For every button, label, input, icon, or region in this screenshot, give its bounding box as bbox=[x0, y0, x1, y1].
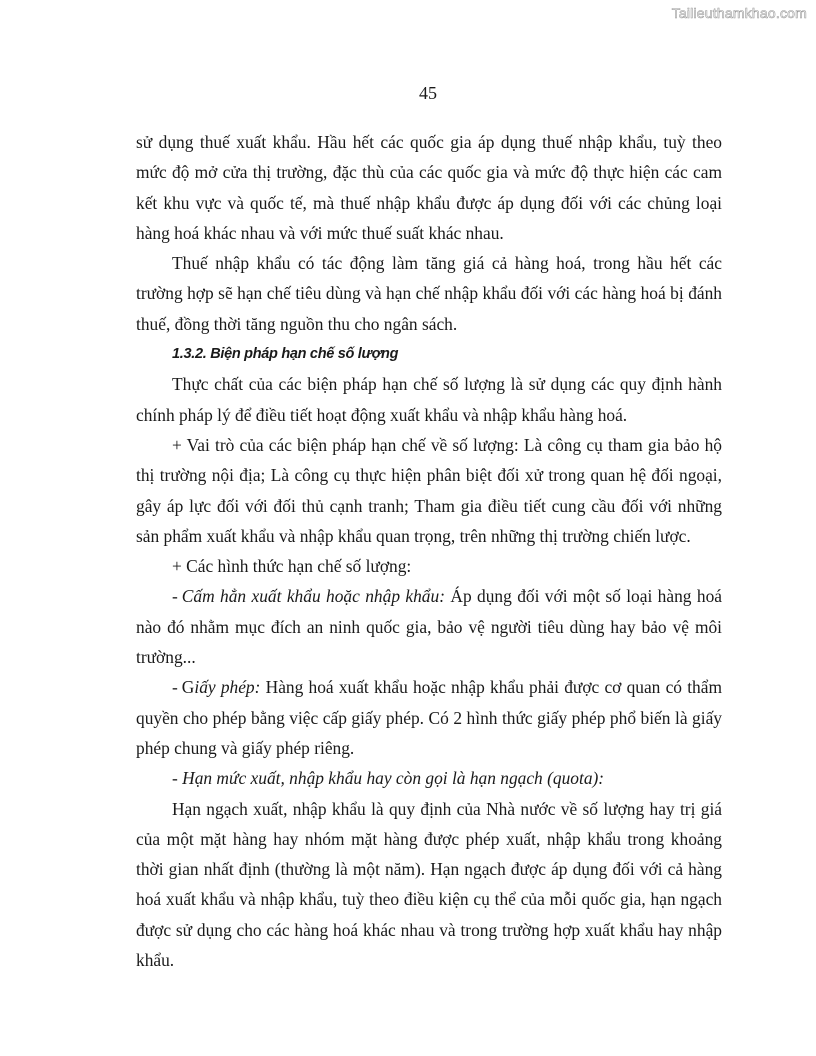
paragraph-2: Thuế nhập khẩu có tác động làm tăng giá cả hàng hoá, trong hầu hết các trường hợp sẽ hạn chế tiêu dùng và hạn chế nhập khẩu đối với các hàng hoá bị đánh thuế, đồng thời tăng nguồn thu cho ngân sách. bbox=[136, 253, 722, 334]
paragraph-7 bbox=[136, 672, 722, 763]
watermark: Tailieuthamkhao.com bbox=[671, 5, 807, 21]
paragraph-3: Thực chất của các biện pháp hạn chế số lượng là sử dụng các quy định hành chính pháp lý để điều tiết hoạt động xuất khẩu và nhập khẩu hàng hoá. bbox=[136, 374, 722, 425]
paragraph-9: Hạn ngạch xuất, nhập khẩu là quy định của Nhà nước về số lượng hay trị giá của một mặt hàng hay nhóm mặt hàng được phép xuất, nhập khẩu trong khoảng thời gian nhất định (thường là một năm). Hạn ngạch được áp dụng đối với cả hàng hoá xuất khẩu và nhập khẩu, tuỳ theo điều kiện cụ thể của mỗi quốc gia, hạn ngạch được sử dụng cho các hàng hoá khác nhau và trong trường hợp xuất khẩu hay nhập khẩu. bbox=[136, 798, 722, 971]
list-dash: - bbox=[172, 586, 178, 607]
paragraph-6-text: Áp dụng đối với một số loại hàng hoá nào đó nhằm mục đích an ninh quốc gia, bảo vệ người tiêu dùng hay bảo vệ môi trường... bbox=[136, 586, 722, 668]
paragraph-5: + Các hình thức hạn chế số lượng: bbox=[172, 556, 412, 577]
paragraph-7-text: Hàng hoá xuất khẩu hoặc nhập khẩu phải được cơ quan có thẩm quyền cho phép bằng việc cấp giấy phép. Có 2 hình thức giấy phép phổ biến là giấy phép chung và giấy phép riêng. bbox=[136, 677, 722, 758]
paragraph-4: + Vai trò của các biện pháp hạn chế về số lượng: Là công cụ tham gia bảo hộ thị trường nội địa; Là công cụ thực hiện phân biệt đối xử trong quan hệ đối ngoại, gây áp lực đối với đối thủ cạnh tranh; Tham gia điều tiết cung cầu đối với những sản phẩm xuất khẩu và nhập khẩu quan trọng, trên những thị trường chiến lược. bbox=[136, 434, 722, 546]
page-number: 45 bbox=[419, 83, 437, 103]
term-ban: Cấm hẳn xuất khẩu hoặc nhập khẩu: bbox=[181, 586, 445, 607]
paragraph-1: sử dụng thuế xuất khẩu. Hầu hết các quốc gia áp dụng thuế nhập khẩu, tuỳ theo mức độ mở cửa thị trường, đặc thù của các quốc gia và mức độ thực hiện các cam kết khu vực và quốc tế, mà thuế nhập khẩu được áp dụng đối với các chủng loại hàng hoá khác nhau và với mức thuế suất khác nhau. bbox=[136, 132, 722, 243]
paragraph-6 bbox=[136, 581, 722, 672]
term-license: iấy phép: bbox=[194, 677, 261, 698]
term-license-prefix: G bbox=[181, 677, 195, 698]
quota-heading: - Hạn mức xuất, nhập khẩu hay còn gọi là hạn ngạch (quota): bbox=[172, 768, 605, 789]
list-dash: - bbox=[172, 677, 178, 698]
paragraph-8 bbox=[136, 763, 722, 793]
section-heading: 1.3.2. Biện pháp hạn chế số lượng bbox=[172, 346, 399, 363]
document-body bbox=[136, 127, 722, 975]
